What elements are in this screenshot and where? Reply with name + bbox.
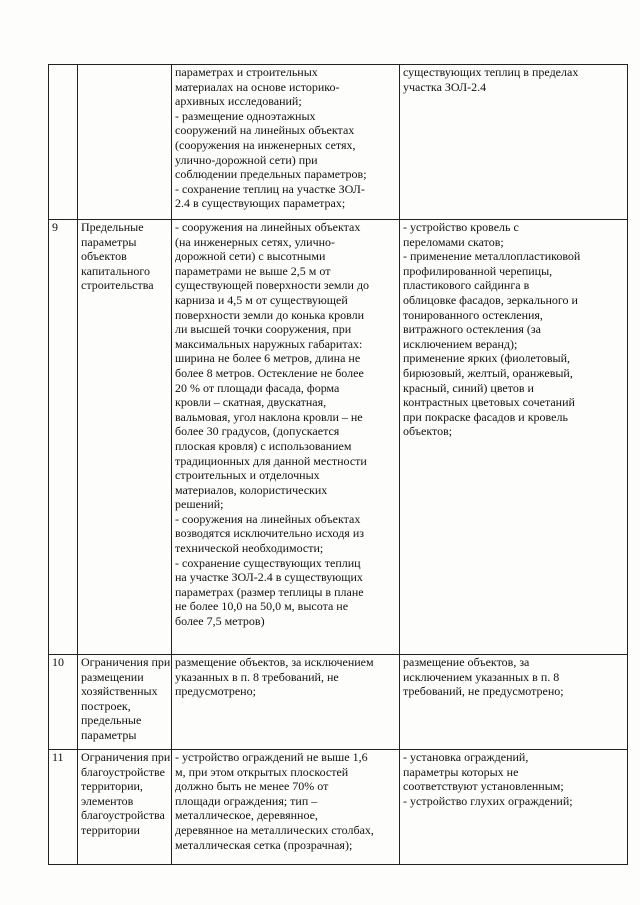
text-line: м, при этом открытых плоскостей (175, 764, 349, 779)
text-line: переломами скатов; (403, 234, 504, 249)
text-line: параметрами не выше 2,5 м от (175, 263, 331, 278)
text-line: площади ограждения; тип – (175, 793, 318, 808)
text-line: - установка ограждений, (403, 750, 529, 764)
text-line: максимальных наружных габаритах: (175, 336, 363, 351)
table-row (49, 750, 628, 865)
text-line: сооружений на линейных объектах (175, 123, 355, 138)
text-line: построек, (81, 698, 131, 713)
text-line: - сохранение существующих теплиц (175, 555, 361, 570)
text-line: строительных и отделочных (175, 468, 320, 483)
text-line: не более 10,0 на 50,0 м, высота не (175, 599, 349, 614)
text-line: исключением указанных в п. 8 (403, 669, 560, 684)
text-line: ширина не более 6 метров, длина не (175, 351, 361, 366)
text-line: материалах на основе историко- (175, 79, 340, 94)
text-line: (сооружения на инженерных сетях, (175, 137, 356, 152)
text-line: объектов; (403, 424, 453, 439)
text-line: параметры которых не (403, 764, 519, 779)
parameter-name-cell (78, 750, 172, 865)
text-line: на участке ЗОЛ-2.4 в существующих (175, 570, 363, 585)
text-line: более 30 градусов, (допускается (175, 424, 340, 439)
prohibitions-cell (400, 65, 628, 220)
row-number (49, 65, 78, 220)
text-line: металлическая сетка (прозрачная); (175, 837, 353, 852)
text-line: капитального (81, 263, 150, 278)
text-line: более 7,5 метров) (175, 614, 265, 629)
text-line: бирюзовый, желтый, оранжевый, (403, 365, 573, 380)
text-line: деревянное на металлических столбах, (175, 822, 374, 837)
text-line: плоская кровля) с использованием (175, 438, 352, 453)
text-line: указанных в п. 8 требований, не (175, 669, 339, 684)
requirements-cell (172, 220, 400, 655)
text-line: параметрах и строительных (175, 65, 318, 79)
text-line: благоустройства (81, 808, 165, 823)
text-line: требований, не предусмотрено; (403, 684, 564, 699)
text-line: возводятся исключительно исходя из (175, 526, 364, 541)
text-line: (на инженерных сетях, улично- (175, 234, 336, 249)
text-line: контрастных цветовых сочетаний (403, 395, 575, 410)
text-line: кровли – скатная, двускатная, (175, 395, 327, 410)
text-line: применение ярких (фиолетовый, (403, 351, 571, 366)
parameter-name-cell (78, 655, 172, 750)
text-line: - устройство ограждений не выше 1,6 (175, 750, 368, 764)
row-number: 11 (49, 750, 78, 865)
text-line: существующих теплиц в пределах (403, 65, 579, 79)
text-line: ли высшей точки сооружения, при (175, 322, 352, 337)
text-line: поверхности земли до конька кровли (175, 307, 365, 322)
row-number: 10 (49, 655, 78, 750)
text-line: облицовке фасадов, зеркального и (403, 292, 578, 307)
text-line: решений; (175, 497, 224, 512)
text-line: размещение объектов, за (403, 655, 530, 669)
text-line: существующей поверхности земли до (175, 278, 370, 293)
text-line: 20 % от площади фасада, форма (175, 380, 340, 395)
prohibitions-cell (400, 655, 628, 750)
text-line: дорожной сети) с высотными (175, 249, 326, 264)
text-line: предельные (81, 713, 142, 728)
text-line: параметрах (размер теплицы в плане (175, 584, 364, 599)
text-line: 2.4 в существующих параметрах; (175, 196, 346, 211)
text-line: карниза и 4,5 м от существующей (175, 292, 348, 307)
text-line: размещение объектов, за исключением (175, 655, 374, 669)
text-line: благоустройстве (81, 764, 165, 779)
text-line: металлическое, деревянное, (175, 808, 318, 823)
text-line: хозяйственных (81, 684, 158, 699)
text-line: - применение металлопластиковой (403, 249, 581, 264)
parameter-name-cell (78, 65, 172, 220)
requirements-cell (172, 750, 400, 865)
text-line: технической необходимости; (175, 541, 324, 556)
text-line: Ограничения при (81, 655, 171, 669)
text-line: - устройство кровель с (403, 220, 519, 234)
text-line: параметры (81, 234, 137, 249)
text-line: исключением веранд); (403, 336, 518, 351)
text-line: - сооружения на линейных объектах (175, 220, 361, 234)
text-line: объектов (81, 249, 127, 264)
text-line: - сохранение теплиц на участке ЗОЛ- (175, 181, 365, 196)
text-line: архивных исследований; (175, 94, 302, 109)
text-line: размещении (81, 669, 144, 684)
text-line: параметры (81, 727, 137, 742)
text-line: территории, (81, 779, 143, 794)
text-line: тонированного остекления, (403, 307, 543, 322)
text-line: - устройство глухих ограждений; (403, 793, 573, 808)
text-line: должно быть не менее 70% от (175, 779, 329, 794)
text-line: - сооружения на линейных объектах (175, 511, 361, 526)
parameter-name-cell (78, 220, 172, 655)
text-line: витражного остекления (за (403, 322, 541, 337)
text-line: материалов, колористических (175, 482, 328, 497)
text-line: вальмовая, угол наклона кровли – не (175, 409, 363, 424)
text-line: предусмотрено; (175, 684, 256, 699)
text-line: территории (81, 822, 140, 837)
table-row (49, 655, 628, 750)
requirements-cell (172, 655, 400, 750)
text-line: более 8 метров. Остекление не более (175, 365, 364, 380)
table-row (49, 220, 628, 655)
table-row (49, 65, 628, 220)
text-line: Предельные (81, 220, 144, 234)
prohibitions-cell (400, 750, 628, 865)
text-line: соблюдении предельных параметров; (175, 167, 367, 182)
text-line: участка ЗОЛ-2.4 (403, 79, 487, 94)
text-line: традиционных для данной местности (175, 453, 367, 468)
text-line: красный, синий) цветов и (403, 380, 534, 395)
text-line: пластикового сайдинга в (403, 278, 530, 293)
text-line: соответствуют установленным; (403, 779, 564, 794)
text-line: элементов (81, 793, 134, 808)
text-line: при покраске фасадов и кровель (403, 409, 568, 424)
text-line: - размещение одноэтажных (175, 108, 316, 123)
text-line: профилированной черепицы, (403, 263, 553, 278)
text-line: строительства (81, 278, 154, 293)
prohibitions-cell (400, 220, 628, 655)
text-line: Ограничения при (81, 750, 171, 764)
row-number: 9 (49, 220, 78, 655)
requirements-cell (172, 65, 400, 220)
text-line: улично-дорожной сети) при (175, 152, 318, 167)
regulations-table (48, 64, 628, 865)
